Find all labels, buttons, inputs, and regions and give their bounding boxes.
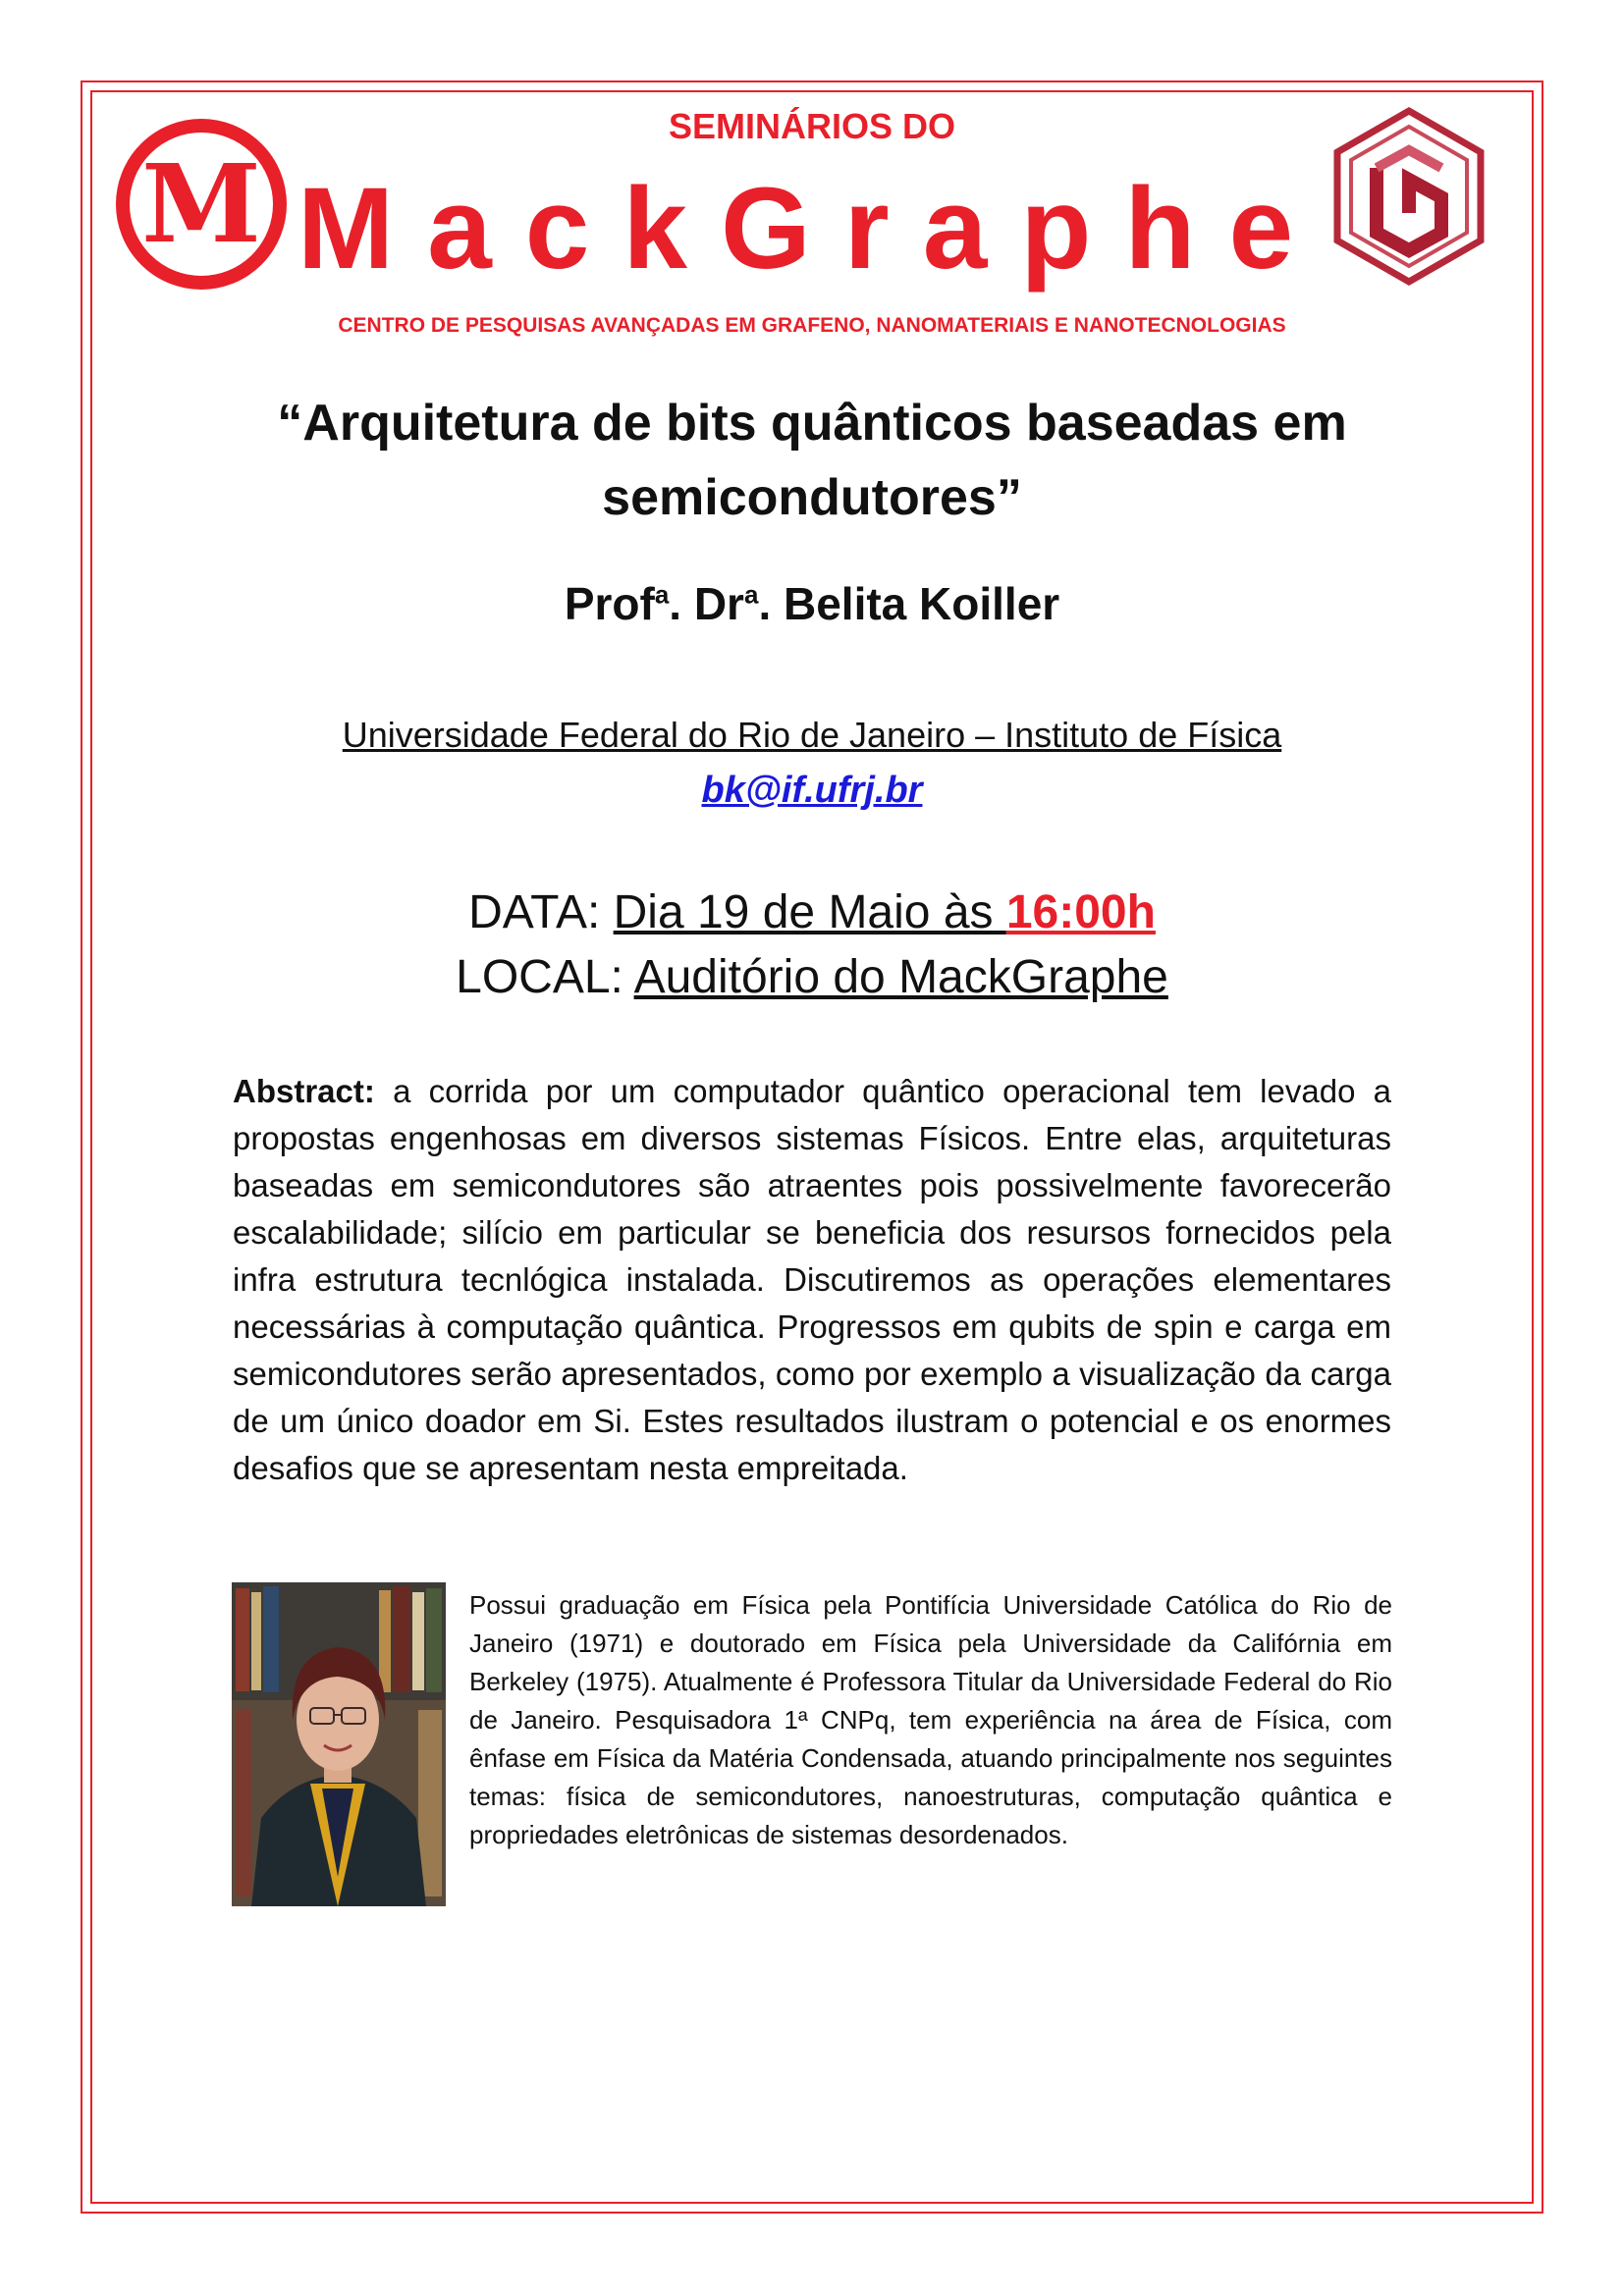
event-time: 16:00h <box>1005 886 1156 938</box>
speaker-bio: Possui graduação em Física pela Pontifícia Universidade Católica do Rio de Janeiro (1971) e doutorado em Física pela Universidade da Califórnia em Berkeley (1975). Atualmente é Professora Titular da Universidade Federal do Rio de Janeiro. Pesquisadora 1ª CNPq, tem experiência na área de Física, com ênfase em Física da Matéria Condensada, atuando principalmente nos seguintes temas: física de semicondutores, nanoestruturas, computação quântica e propriedades eletrônicas de sistemas desordenados. <box>469 1590 1392 1849</box>
local-label: LOCAL: <box>456 951 634 1003</box>
abstract-paragraph <box>233 1068 1391 1492</box>
seminarios-heading: SEMINÁRIOS DO <box>668 106 956 146</box>
date-label: DATA: <box>468 886 614 938</box>
speaker-sup2: a <box>743 579 759 610</box>
speaker-sup1: a <box>654 579 670 610</box>
event-location <box>0 950 1624 1004</box>
speaker-prefix1: Prof <box>564 578 655 629</box>
speaker-email-link[interactable]: bk@if.ufrj.br <box>701 770 923 811</box>
brand-title: MackGraphe <box>297 164 1327 294</box>
talk-title: “Arquitetura de bits quânticos baseadas em semicondutores” <box>277 395 1347 526</box>
date-value: Dia 19 de Maio às <box>613 886 1006 938</box>
center-subtitle: CENTRO DE PESQUISAS AVANÇADAS EM GRAFENO, NANOMATERIAIS E NANOTECNOLOGIAS <box>338 314 1286 337</box>
speaker-name <box>0 577 1624 630</box>
local-value: Auditório do MackGraphe <box>633 951 1168 1003</box>
event-date <box>0 885 1624 939</box>
speaker-surname: . Belita Koiller <box>758 578 1060 629</box>
logo-m-letter: M <box>141 140 261 267</box>
abstract-label: Abstract: <box>233 1073 375 1109</box>
speaker-institution: Universidade Federal do Rio de Janeiro – Instituto de Física <box>342 715 1282 755</box>
speaker-prefix2: . Dr <box>669 578 744 629</box>
speaker-photo <box>232 1582 446 1906</box>
abstract-text: a corrida por um computador quântico operacional tem levado a propostas engenhosas em diversos sistemas Físicos. Entre elas, arquiteturas baseadas em semicondutores são atraentes pois possivelmente favorecerão escalabilidade; silício em particular se beneficia dos resursos fornecidos pela infra estrutura tecnlógica instalada. Discutiremos as operações elementares necessárias à computação quântica. Progressos em qubits de spin e carga em semicondutores serão apresentados, como por exemplo a visualização da carga de um único doador em Si. Estes resultados ilustram o potencial e os enormes desafios que se apresentam nesta empreitada. <box>233 1073 1391 1486</box>
